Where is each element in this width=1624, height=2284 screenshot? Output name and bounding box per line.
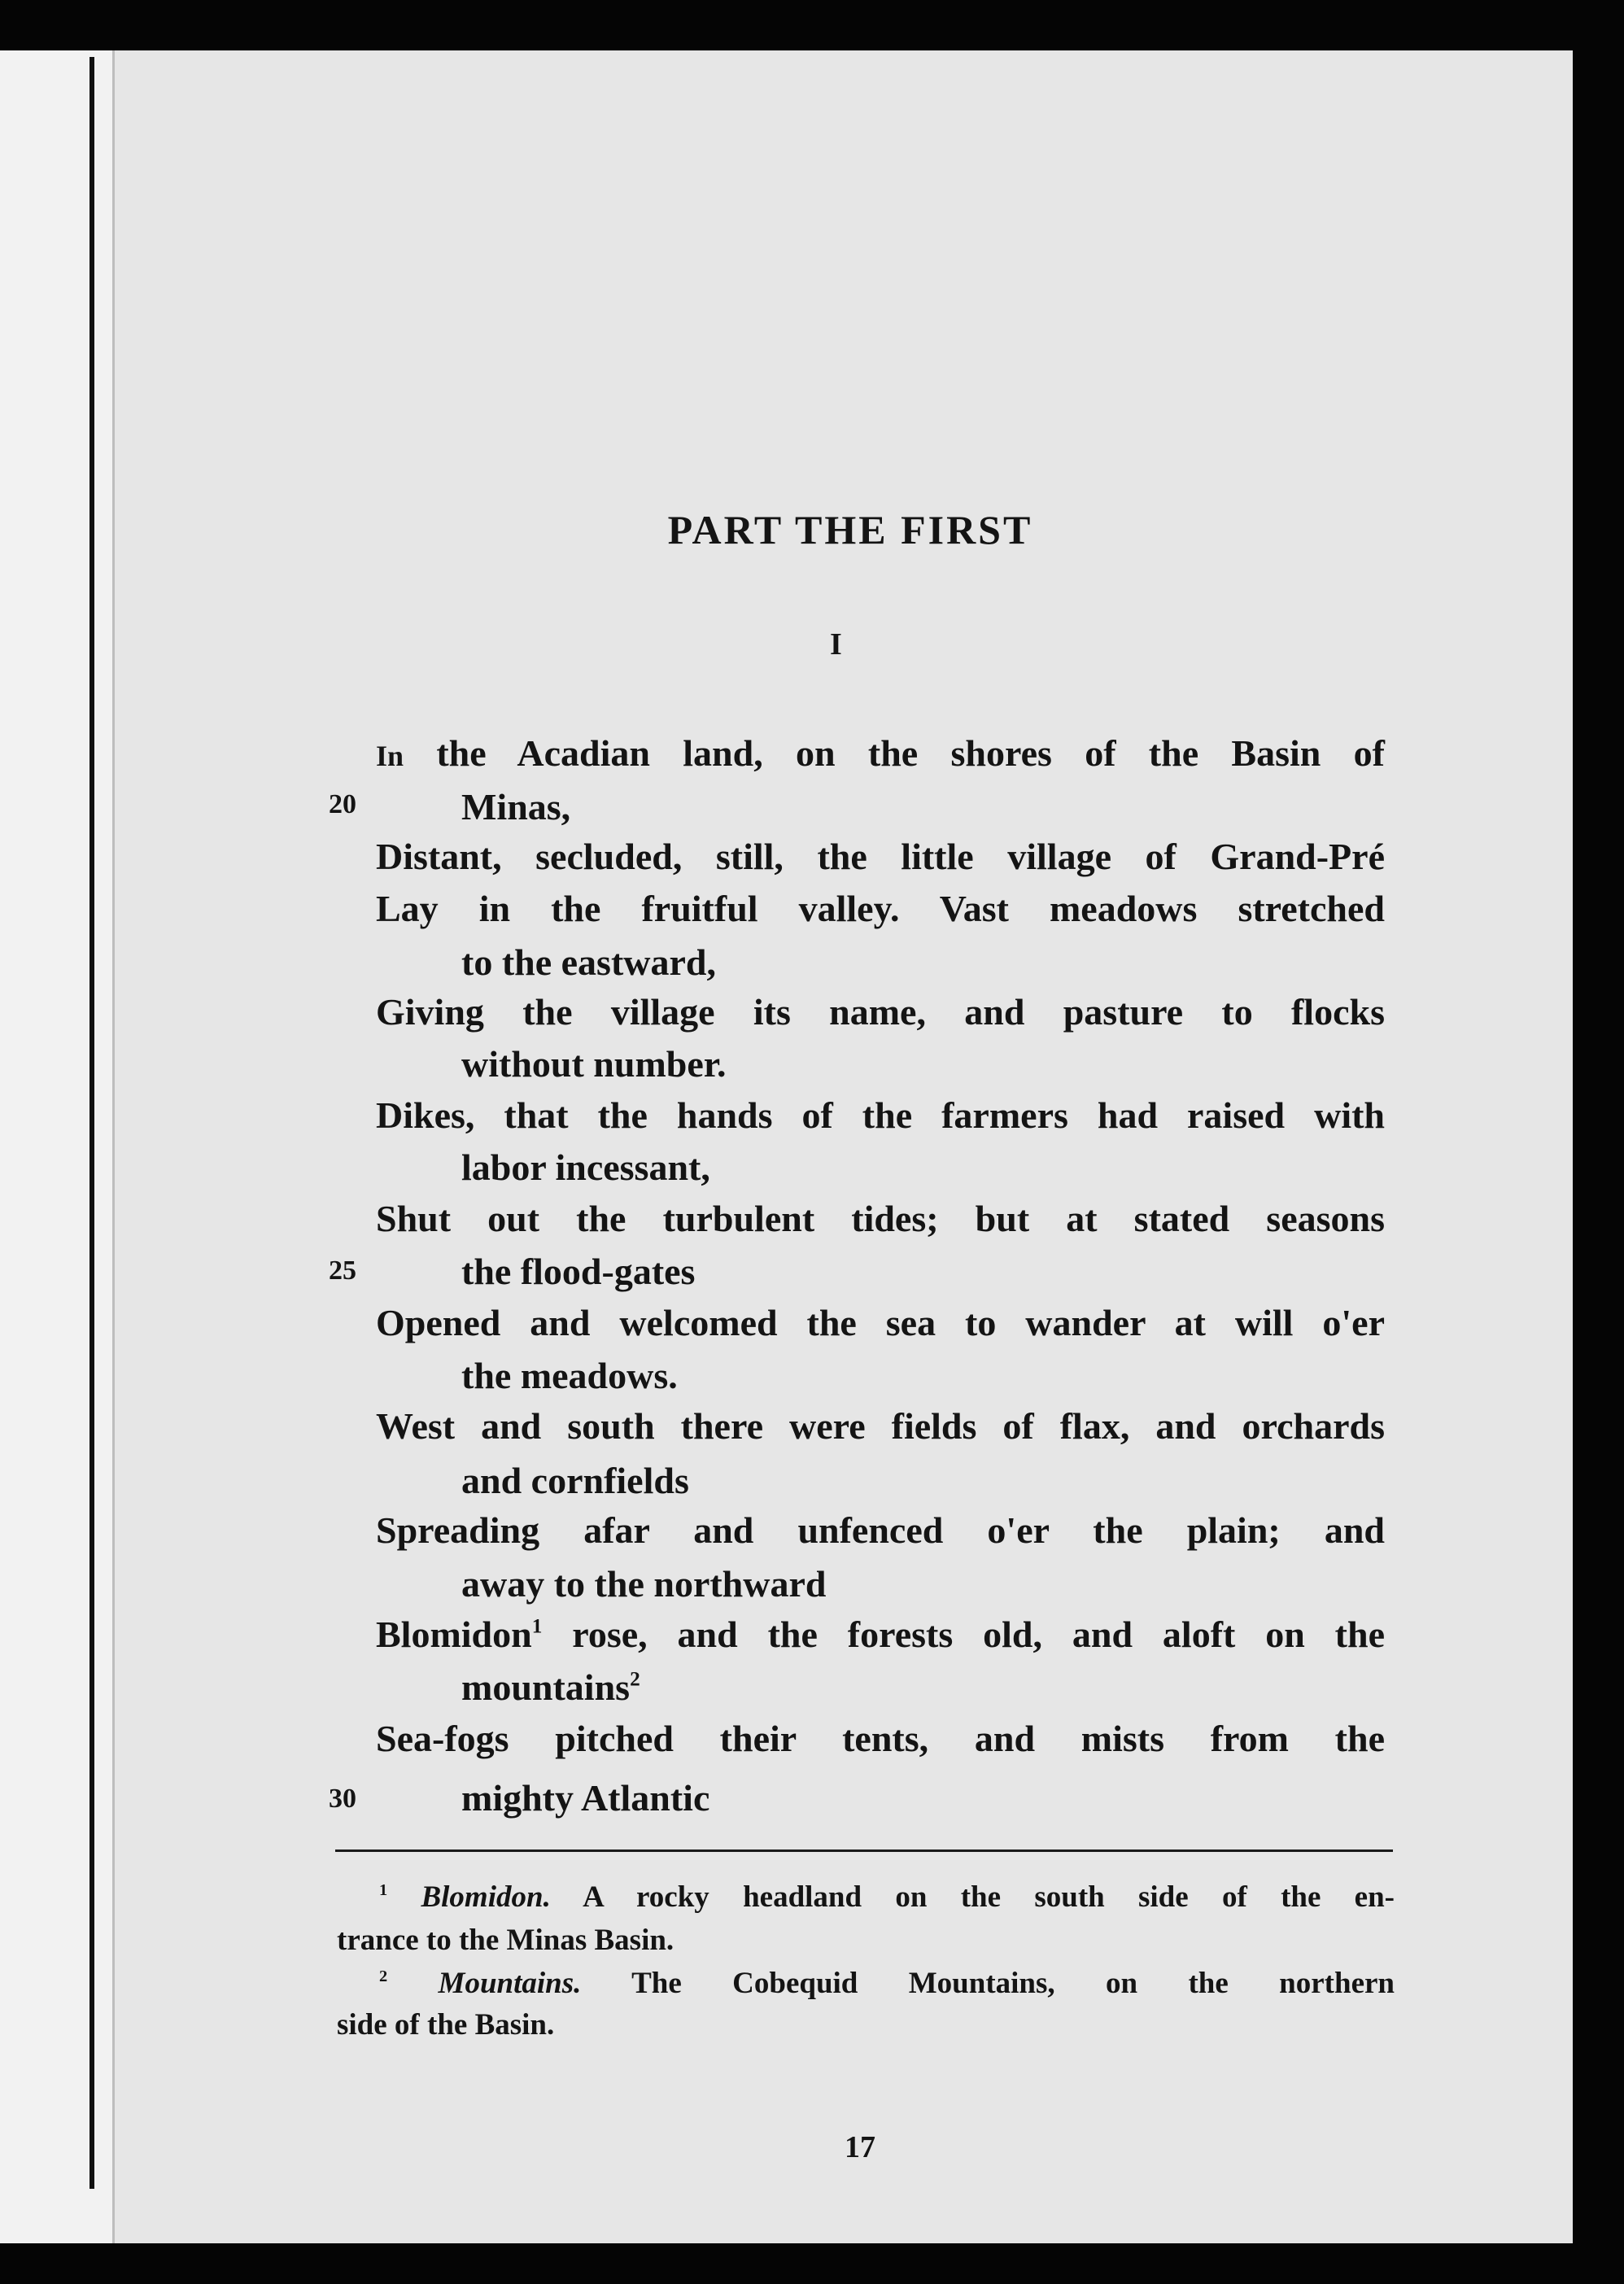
poem-line-15: and cornfields xyxy=(461,1460,689,1501)
binding-edge xyxy=(89,57,94,2189)
poem-line-10: Shut out the turbulent tides; but at stated seasons xyxy=(376,1198,1385,1239)
footnote-2-continuation: side of the Basin. xyxy=(337,2008,555,2042)
poem-line-19: mountains$^2$ xyxy=(461,1666,640,1708)
footnote-2: $^2$ Mountains. The Cobequid Mountains, on the northern xyxy=(379,1967,1395,2000)
poem-line-14: West and south there were fields of flax, and orchards xyxy=(376,1405,1385,1447)
footnote-rule xyxy=(335,1849,1393,1852)
poem-line-6: Giving the village its name, and pasture to flocks xyxy=(376,991,1385,1033)
footnote-1: $^1$ Blomidon. A rocky headland on the south side of the en- xyxy=(379,1880,1395,1914)
footnote-ref-1: 1 xyxy=(531,1614,543,1638)
small-caps-lead: In xyxy=(376,740,404,772)
facing-page-edge xyxy=(0,50,112,2243)
poem-line-8: Dikes, that the hands of the farmers had raised with xyxy=(376,1094,1385,1136)
poem-line-13: the meadows. xyxy=(461,1355,678,1396)
poem-line-9: labor incessant, xyxy=(461,1146,710,1188)
line-number-30: 30 xyxy=(329,1784,356,1814)
poem-line-17: away to the northward xyxy=(461,1563,827,1605)
line-number-25: 25 xyxy=(329,1256,356,1286)
poem-line-12: Opened and welcomed the sea to wander at will o'er xyxy=(376,1302,1385,1343)
part-title: PART THE FIRST xyxy=(667,507,1033,552)
poem-line-5: to the eastward, xyxy=(461,941,716,983)
footnote-1-continuation: trance to the Minas Basin. xyxy=(337,1924,674,1957)
section-numeral: I xyxy=(830,627,842,662)
poem-line-20: Sea-fogs pitched their tents, and mists from the xyxy=(376,1718,1385,1759)
poem-line-1: In the Acadian land, on the shores of the Basin of xyxy=(376,732,1385,774)
poem-line-2: Minas, xyxy=(461,786,571,828)
poem-line-18: Blomidon$^1$ rose, and the forests old, and aloft on the xyxy=(376,1614,1385,1655)
footnote-ref-2: 2 xyxy=(630,1667,640,1691)
line-number-20: 20 xyxy=(329,789,356,819)
poem-line-3: Distant, secluded, still, the little village of Grand-Pré xyxy=(376,836,1385,877)
poem-line-11: the flood-gates xyxy=(461,1251,696,1292)
poem-line-4: Lay in the fruitful valley. Vast meadows stretched xyxy=(376,888,1385,929)
poem-line-7: without number. xyxy=(461,1043,727,1085)
poem-line-21: mighty Atlantic xyxy=(461,1777,710,1819)
page-number: 17 xyxy=(845,2130,875,2164)
poem-line-16: Spreading afar and unfenced o'er the plain; and xyxy=(376,1509,1385,1551)
book-page xyxy=(112,50,1573,2243)
